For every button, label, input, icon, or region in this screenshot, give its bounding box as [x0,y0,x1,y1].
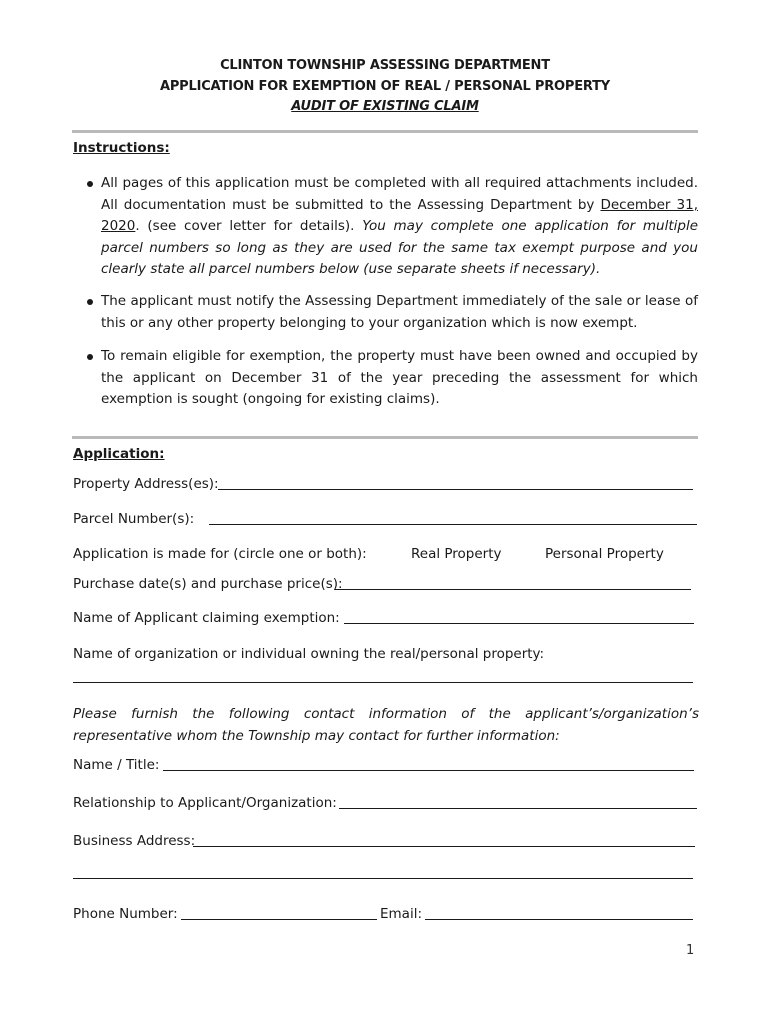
purchase-field[interactable] [335,589,691,590]
relationship-label: Relationship to Applicant/Organization: [73,795,337,811]
instruction-item-3: To remain eligible for exemption, the property must have been owned and occupied by the applicant on December 31 of the year preceding the assessment for which exemption is sought (ongoing for existing claims). [101,348,698,407]
email-field[interactable] [425,919,693,920]
contact-instructions: Please furnish the following contact information of the applicant’s/organization’s representative whom the Township may contact for further information: [73,706,699,744]
option-real-property[interactable]: Real Property [411,546,502,562]
business-address-field[interactable] [193,846,695,847]
made-for-label: Application is made for (circle one or both): [73,546,367,562]
applicant-name-field[interactable] [344,623,694,624]
owner-label: Name of organization or individual owning the real/personal property: [73,646,545,662]
parcel-number-label: Parcel Number(s): [73,511,195,527]
bullet-icon [87,181,95,189]
property-address-field[interactable] [218,489,693,490]
instruction-1-after: . (see cover letter for details). [135,218,363,234]
section-divider [72,130,698,133]
bullet-icon [87,299,95,307]
phone-label: Phone Number: [73,906,178,922]
header-department: CLINTON TOWNSHIP ASSESSING DEPARTMENT [220,58,550,73]
instruction-item-1 [101,173,698,281]
business-address-label: Business Address: [73,833,196,849]
instruction-item-2: The applicant must notify the Assessing Department immediately of the sale or lease of this or any other property belonging to your organization which is now exempt. [101,293,698,331]
instruction-1-italic: You may complete one application for multiple parcel numbers so long as they are used for the same tax exempt purpose and you clearly state all parcel numbers below (use separate sheets if necessary). [101,218,699,277]
property-address-label: Property Address(es): [73,476,219,492]
name-title-field[interactable] [163,770,694,771]
name-title-label: Name / Title: [73,757,160,773]
applicant-name-label: Name of Applicant claiming exemption: [73,610,340,626]
relationship-field[interactable] [339,808,697,809]
phone-field[interactable] [181,919,377,920]
business-address-field-2[interactable] [73,878,693,879]
deadline-date: December 31, 2020 [101,196,698,234]
parcel-number-field[interactable] [209,524,697,525]
instruction-1-text: All pages of this application must be completed with all required attachments included. All documentation must be submitted to the Assessing Department by [101,175,698,213]
section-divider [72,436,698,439]
purchase-label: Purchase date(s) and purchase price(s): [73,576,343,592]
option-personal-property[interactable]: Personal Property [545,546,664,562]
header-subtitle: AUDIT OF EXISTING CLAIM [291,99,479,114]
owner-field[interactable] [73,682,693,683]
page-number: 1 [686,943,695,958]
header-form-title: APPLICATION FOR EXEMPTION OF REAL / PERSONAL PROPERTY [159,79,611,94]
bullet-icon [87,354,95,362]
email-label: Email: [380,906,423,922]
application-heading: Application: [73,446,165,462]
instructions-heading: Instructions: [73,140,170,156]
